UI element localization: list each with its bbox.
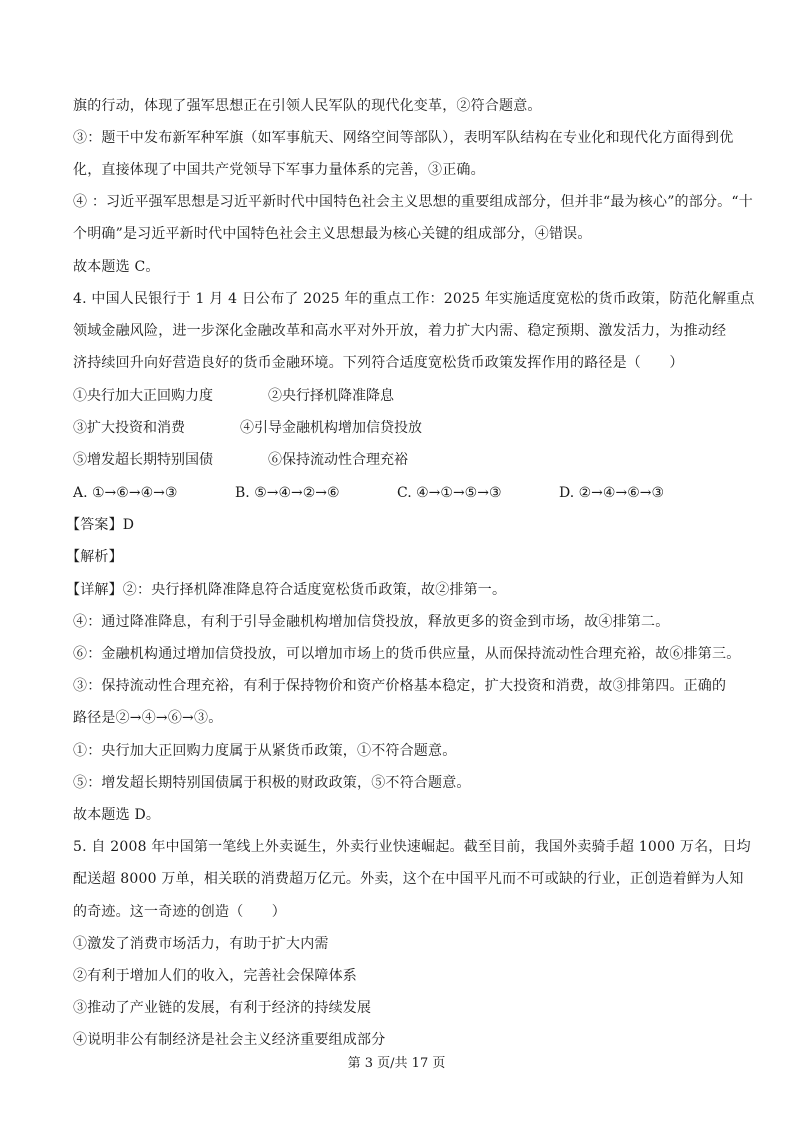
question-4-stem: 领域金融风险，进一步深化金融改革和高水平对外开放，着力扩大内需、稳定预期、激发活力，为推动经: [73, 323, 727, 339]
detail-line: ⑥：金融机构通过增加信贷投放，可以增加市场上的货币供应量，从而保持流动性合理充裕，故⑥排第三。: [73, 646, 741, 662]
detail-line: 【详解】②：央行择机降准降息符合适度宽松货币政策，故②排第一。: [66, 582, 507, 598]
page-number: 第 3 页/共 17 页: [347, 1056, 446, 1071]
q4-item-2: ②央行择机降准降息: [268, 388, 394, 404]
question-4-stem: 4. 中国人民银行于 1 月 4 日公布了 2025 年的重点工作：2025 年实施适度宽松的货币政策，防范化解重点: [73, 291, 755, 307]
q4-item-1: ①央行加大正回购力度: [73, 388, 213, 404]
q4-item-4: ④引导金融机构增加信贷投放: [240, 420, 422, 436]
q4-choice-a: A. ①→⑥→④→③: [73, 485, 178, 501]
question-5-stem: 5. 自 2008 年中国第一笔线上外卖诞生，外卖行业快速崛起。截至目前，我国外卖骑手超 1000 万名，日均: [73, 839, 751, 855]
q5-item: ②有利于增加人们的收入，完善社会保障体系: [73, 968, 357, 984]
text-line: 个明确”是习近平新时代中国特色社会主义思想最为核心关键的组成部分，④错误。: [73, 226, 592, 242]
text-line: ③：题干中发布新军种军旗（如军事航天、网络空间等部队），表明军队结构在专业化和现代化方面得到优: [73, 130, 734, 146]
q4-choice-d: D. ②→④→⑥→③: [559, 485, 665, 501]
text-line: 旗的行动，体现了强军思想正在引领人民军队的现代化变革，②符合题意。: [73, 98, 542, 114]
detail-line: ③：保持流动性合理充裕，有利于保持物价和资产价格基本稳定，扩大投资和消费，故③排第四。正确的: [73, 678, 727, 694]
text-line: 化，直接体现了中国共产党领导下军事力量体系的完善，③正确。: [73, 162, 485, 178]
q4-item-6: ⑥保持流动性合理充裕: [268, 452, 408, 468]
question-5-stem: 配送超 8000 万单，相关联的消费超万亿元。外卖，这个在中国平凡而不可或缺的行业，正创造着鲜为人知: [73, 871, 744, 887]
q4-item-5: ⑤增发超长期特别国债: [73, 452, 213, 468]
detail-line: 路径是②→④→⑥→③。: [73, 710, 223, 726]
q4-choice-c: C. ④→①→⑤→③: [397, 485, 502, 501]
q5-item: ③推动了产业链的发展，有利于经济的持续发展: [73, 1000, 372, 1016]
detail-line: ①：央行加大正回购力度属于从紧货币政策，①不符合题意。: [73, 743, 457, 759]
q4-choice-b: B. ⑤→④→②→⑥: [235, 485, 340, 501]
detail-line: 故本题选 D。: [73, 807, 161, 823]
question-4-stem: 济持续回升向好营造良好的货币金融环境。下列符合适度宽松货币政策发挥作用的路径是（ ）: [73, 355, 684, 371]
q5-item: ④说明非公有制经济是社会主义经济重要组成部分: [73, 1032, 386, 1048]
answer-label: 【答案】D: [66, 517, 135, 533]
q4-item-3: ③扩大投资和消费: [73, 420, 185, 436]
text-line: 故本题选 C。: [73, 259, 160, 275]
detail-line: ④：通过降准降息，有利于引导金融机构增加信贷投放，释放更多的资金到市场，故④排第二。: [73, 614, 670, 630]
text-line: ④ ：习近平强军思想是习近平新时代中国特色社会主义思想的重要组成部分，但并非“最为核心”的部分。“十: [73, 194, 753, 210]
question-5-stem: 的奇迹。这一奇迹的创造（ ）: [73, 904, 286, 920]
detail-line: ⑤：增发超长期特别国债属于积极的财政政策，⑤不符合题意。: [73, 775, 471, 791]
analysis-header: 【解析】: [66, 549, 123, 565]
q5-item: ①激发了消费市场活力，有助于扩大内需: [73, 936, 329, 952]
